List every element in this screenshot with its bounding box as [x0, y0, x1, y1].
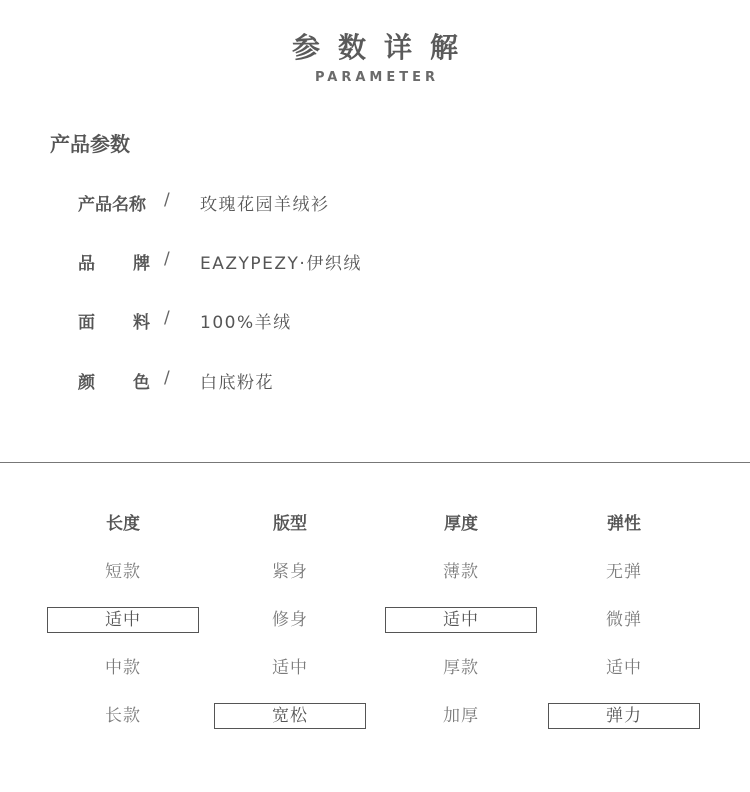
- attribute-column-thickness: [385, 512, 537, 752]
- page-title: 参数详解: [291, 31, 476, 64]
- attribute-option: 微弹: [606, 610, 642, 630]
- attribute-option: 无弹: [606, 562, 642, 582]
- attribute-option: 加厚: [443, 706, 479, 726]
- attribute-option-selected: 弹力: [548, 703, 700, 729]
- param-separator: /: [164, 249, 170, 269]
- attribute-header: 厚度: [444, 514, 478, 534]
- attribute-column-elasticity: [548, 512, 700, 752]
- attribute-option-selected: 适中: [385, 607, 537, 633]
- param-value: 玫瑰花园羊绒衫: [200, 195, 330, 215]
- attribute-option-selected: 适中: [47, 607, 199, 633]
- attribute-option: 修身: [272, 610, 308, 630]
- param-separator: /: [164, 368, 170, 388]
- param-label: 品 牌: [78, 254, 150, 274]
- attribute-option: 适中: [272, 658, 308, 678]
- attribute-option: 薄款: [443, 562, 479, 582]
- page-subtitle: PARAMETER: [314, 70, 440, 85]
- param-separator: /: [164, 308, 170, 328]
- param-row-name: [78, 190, 678, 214]
- section-title: 产品参数: [50, 132, 130, 156]
- param-value: EAZYPEZY·伊织绒: [200, 254, 362, 274]
- attribute-option: 长款: [105, 706, 141, 726]
- section-divider: [0, 462, 750, 463]
- param-value: 100%羊绒: [200, 313, 292, 333]
- attribute-option-selected: 宽松: [214, 703, 366, 729]
- param-label: 面 料: [78, 313, 150, 333]
- param-separator: /: [164, 190, 170, 210]
- attribute-header: 弹性: [607, 514, 641, 534]
- attribute-option: 中款: [105, 658, 141, 678]
- attribute-option: 厚款: [443, 658, 479, 678]
- attribute-option: 短款: [105, 562, 141, 582]
- attribute-header: 版型: [273, 514, 307, 534]
- param-row-material: [78, 308, 678, 332]
- param-row-brand: [78, 249, 678, 273]
- param-label: 产品名称: [78, 195, 146, 215]
- attribute-column-length: [47, 512, 199, 752]
- attribute-option: 紧身: [272, 562, 308, 582]
- attribute-column-fit: [214, 512, 366, 752]
- param-row-color: [78, 368, 678, 392]
- attribute-header: 长度: [106, 514, 140, 534]
- attribute-option: 适中: [606, 658, 642, 678]
- param-label: 颜 色: [78, 373, 150, 393]
- param-value: 白底粉花: [200, 373, 274, 393]
